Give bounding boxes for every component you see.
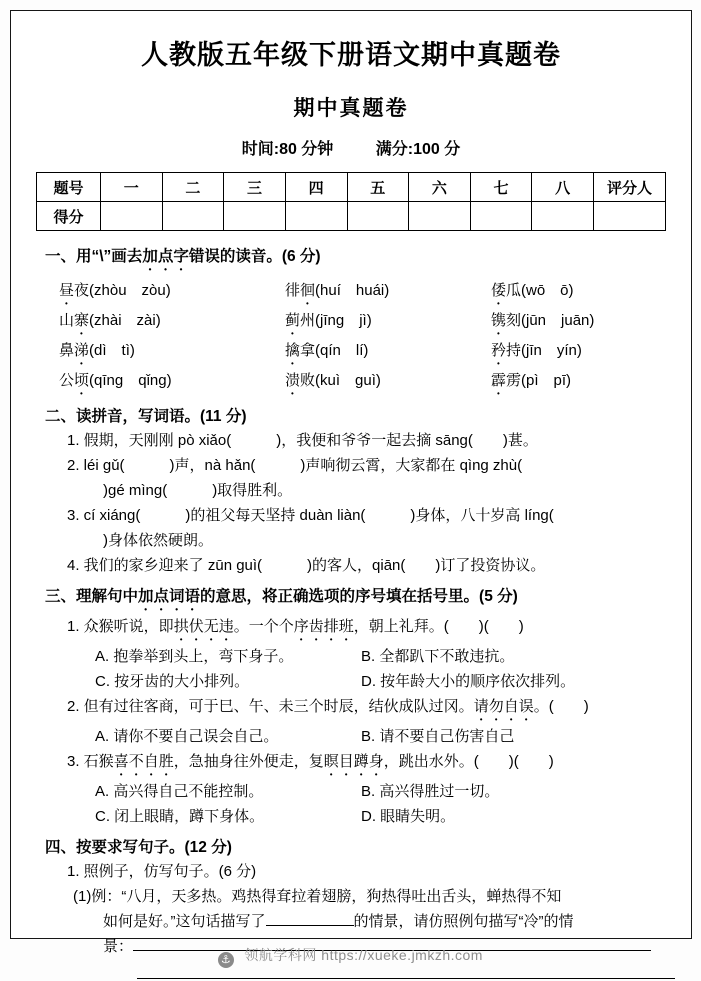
dotted-char: 溃	[285, 372, 301, 389]
word-post: (zhài zài)	[89, 312, 161, 329]
word-pre: 鼻	[59, 342, 75, 359]
dotted-char: 徊	[300, 282, 316, 299]
section3-title-post: 的意思，将正确选项的序号填在括号里。(5 分)	[200, 588, 518, 605]
text-segment: 1. 众猴听说，即	[67, 618, 174, 635]
text-segment: 景：	[103, 938, 134, 955]
score-cell-empty	[409, 202, 471, 231]
section1-title-dotted: 加点字	[142, 248, 189, 265]
options-row	[95, 779, 691, 804]
score-table-header-row	[37, 173, 666, 202]
text-segment: 3. 石猴	[67, 753, 114, 770]
example-line	[103, 909, 691, 934]
dotted-phrase: 瞑目蹲身	[323, 753, 384, 770]
col-header: 八	[532, 173, 594, 202]
dotted-char: 霹	[491, 372, 507, 389]
footer-site-name: 领航学科网	[244, 947, 317, 963]
dotted-char: 涕	[74, 342, 90, 359]
word-pinyin-item	[285, 338, 491, 368]
text-segment: ，跳出水外。( )( )	[383, 753, 554, 770]
answer-blank	[266, 911, 354, 926]
option-a: A. 高兴得自己不能控制。	[95, 783, 264, 800]
dotted-phrase: 序齿排班	[293, 618, 354, 635]
dotted-phrase: 喜不自胜	[113, 753, 174, 770]
dotted-char: 矜	[491, 342, 507, 359]
word-post: (qīng qǐng)	[89, 372, 172, 389]
dotted-char: 寨	[74, 312, 90, 329]
word-post: 败(kuì guì)	[300, 372, 381, 389]
question-line	[67, 749, 691, 779]
col-header: 六	[409, 173, 471, 202]
word-pinyin-item	[491, 278, 691, 308]
question-line	[67, 614, 691, 644]
option-c: C. 按牙齿的大小排列。	[95, 673, 250, 690]
col-header: 五	[347, 173, 409, 202]
dotted-char: 擒	[285, 342, 301, 359]
word-pinyin-item	[285, 308, 491, 338]
dotted-char: 镌	[491, 312, 507, 329]
exam-info-line	[11, 136, 691, 159]
footer-url[interactable]: https://xueke.jmkzh.com	[321, 947, 483, 963]
word-post: 刻(jūn juān)	[506, 312, 595, 329]
options-row	[95, 644, 691, 669]
section3-title-dotted: 加点词语	[138, 588, 201, 605]
score-table	[36, 172, 666, 231]
option-d: D. 眼睛失明。	[361, 808, 456, 825]
question-line: 3. cí xiáng( )的祖父每天坚持 duàn liàn( )身体，八十岁高 líng(	[67, 507, 554, 524]
example-line: (1)例：“八月，天多热。鸡热得耷拉着翅膀，狗热得吐出舌头，蝉热得不知	[73, 888, 562, 905]
word-post: 瓜(wō ō)	[506, 282, 574, 299]
question-line-continuation: )gé mìng( )取得胜利。	[103, 482, 293, 499]
dotted-char: 昼	[59, 282, 75, 299]
word-pre: 徘	[285, 282, 301, 299]
option-a: A. 请你不要自己误会自己。	[95, 728, 279, 745]
col-header: 一	[101, 173, 163, 202]
section3-title	[45, 586, 691, 614]
word-pinyin-item	[491, 338, 691, 368]
question-line: 4. 我们的家乡迎来了 zūn guì( )的客人，qiān( )订了投资协议。	[67, 557, 546, 574]
word-post: (dì tì)	[89, 342, 135, 359]
text-segment: 2. 但有过往客商，可于巳、午、未三个时辰，结伙成队过冈。	[67, 698, 474, 715]
score-cell-empty	[347, 202, 409, 231]
option-c: C. 闭上眼睛，蹲下身体。	[95, 808, 265, 825]
question-line	[67, 694, 691, 724]
option-d: D. 按年龄大小的顺序依次排列。	[361, 673, 576, 690]
section1-title	[45, 246, 691, 274]
text-segment: 如何是好。”这句话描写了	[103, 913, 266, 930]
grader-cell-empty	[594, 202, 666, 231]
dotted-phrase: 拱伏无违	[173, 618, 234, 635]
full-score-label: 满分:100 分	[375, 141, 461, 158]
col-header: 二	[162, 173, 224, 202]
text-segment: 的情景，请仿照例句描写“冷”的情	[353, 913, 574, 930]
options-row	[95, 669, 691, 694]
word-post: 持(jīn yín)	[506, 342, 582, 359]
section1-title-pre: 一、用“\”画去	[45, 248, 143, 265]
word-pinyin-item	[285, 368, 491, 398]
col-header: 七	[470, 173, 532, 202]
pinyin-choice-grid	[59, 278, 691, 398]
score-cell-empty	[285, 202, 347, 231]
dotted-char: 顷	[74, 372, 90, 389]
option-a: A. 抱拳举到头上，弯下身子。	[95, 648, 294, 665]
sub-question-line: 1. 照例子，仿写句子。(6 分)	[67, 863, 257, 880]
option-b: B. 全都趴下不敢违抗。	[361, 648, 515, 665]
options-row	[95, 804, 691, 829]
page-title: 人教版五年级下册语文期中真题卷	[141, 40, 561, 70]
word-post: 拿(qín lí)	[300, 342, 369, 359]
section4-title: 四、按要求写句子。(12 分)	[45, 839, 232, 856]
grader-header: 评分人	[594, 173, 666, 202]
score-row-label: 得分	[37, 202, 101, 231]
score-cell-empty	[101, 202, 163, 231]
word-pinyin-item	[59, 338, 285, 368]
score-cell-empty	[162, 202, 224, 231]
word-pinyin-item	[491, 368, 691, 398]
dotted-char: 蓟	[285, 312, 301, 329]
text-segment: 。一个个	[233, 618, 294, 635]
text-segment: ，急抽身往外便走，复	[173, 753, 324, 770]
dotted-phrase: 请勿自误	[473, 698, 534, 715]
anchor-icon: ⚓	[218, 952, 234, 968]
dotted-char: 倭	[491, 282, 507, 299]
option-b: B. 请不要自己伤害自己	[361, 728, 515, 745]
col-header: 三	[224, 173, 286, 202]
word-pinyin-item	[59, 278, 285, 308]
score-cell-empty	[470, 202, 532, 231]
answer-underline	[137, 969, 675, 979]
word-pinyin-item	[59, 308, 285, 338]
text-segment: ，朝上礼拜。( )( )	[353, 618, 524, 635]
word-post: 雳(pì pī)	[506, 372, 572, 389]
word-pre: 公	[59, 372, 75, 389]
text-segment: 。( )	[533, 698, 589, 715]
score-table-score-row	[37, 202, 666, 231]
word-post: 夜(zhòu zòu)	[74, 282, 171, 299]
col-header: 四	[285, 173, 347, 202]
word-post: 州(jīng jì)	[300, 312, 372, 329]
word-pre: 山	[59, 312, 75, 329]
word-pinyin-item	[285, 278, 491, 308]
word-pinyin-item	[59, 368, 285, 398]
section2-title: 二、读拼音，写词语。(11 分)	[45, 408, 247, 425]
question-line: 2. léi gǔ( )声，nà hǎn( )声响彻云霄，大家都在 qìng zhù(	[67, 457, 523, 474]
time-limit-label: 时间:80 分钟	[241, 141, 334, 158]
page-footer	[0, 945, 701, 968]
section3-title-pre: 三、理解句中	[45, 588, 139, 605]
score-cell-empty	[532, 202, 594, 231]
section1-title-post: 错误的读音。(6 分)	[188, 248, 321, 265]
score-cell-empty	[224, 202, 286, 231]
question-number-header: 题号	[37, 173, 101, 202]
options-row	[95, 724, 691, 749]
question-line: 1. 假期，天刚刚 pò xiǎo( )，我便和爷爷一起去摘 sāng( )葚。	[67, 432, 538, 449]
exam-subtitle: 期中真题卷	[293, 97, 409, 120]
option-b: B. 高兴得胜过一切。	[361, 783, 500, 800]
question-line-continuation: )身体依然硬朗。	[103, 532, 213, 549]
word-post: (huí huái)	[315, 282, 390, 299]
word-pinyin-item	[491, 308, 691, 338]
